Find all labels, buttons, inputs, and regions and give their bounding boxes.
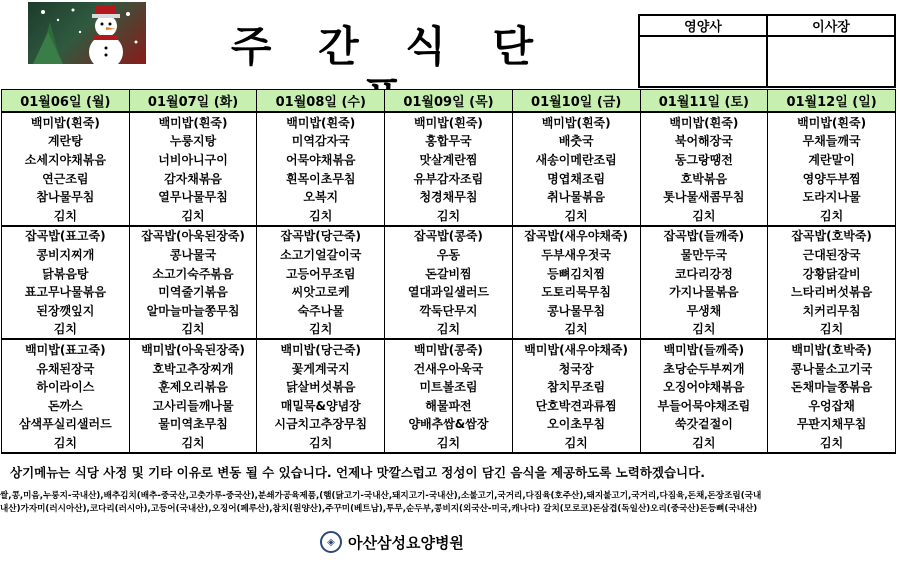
menu-row bbox=[2, 112, 896, 132]
menu-cell: 참치무조림 bbox=[512, 377, 640, 396]
menu-cell: 하이라이스 bbox=[2, 377, 130, 396]
menu-cell: 김치 bbox=[2, 206, 130, 226]
menu-cell: 청경채무침 bbox=[385, 187, 513, 206]
menu-cell: 표고무나물볶음 bbox=[2, 282, 130, 301]
menu-cell: 돈까스 bbox=[2, 396, 130, 415]
approval-label-dietitian: 영양사 bbox=[639, 15, 767, 36]
hospital-logo-icon: ◈ bbox=[320, 531, 342, 553]
menu-cell: 도토리묵무침 bbox=[512, 282, 640, 301]
menu-cell: 열대과일샐러드 bbox=[385, 282, 513, 301]
menu-cell: 고등어무조림 bbox=[257, 264, 385, 283]
menu-cell: 감자채볶음 bbox=[129, 169, 257, 188]
menu-cell: 흰목이초무침 bbox=[257, 169, 385, 188]
day-header: 01월09일 (목) bbox=[385, 90, 513, 113]
menu-cell: 오복지 bbox=[257, 187, 385, 206]
menu-cell: 김치 bbox=[640, 320, 768, 340]
snowman-banner-image bbox=[28, 2, 146, 64]
menu-cell: 김치 bbox=[2, 433, 130, 453]
menu-cell: 강황닭갈비 bbox=[768, 264, 896, 283]
menu-cell: 잡곡밥(당근죽) bbox=[257, 226, 385, 246]
menu-cell: 김치 bbox=[257, 320, 385, 340]
menu-cell: 씨앗고로케 bbox=[257, 282, 385, 301]
menu-row bbox=[2, 433, 896, 453]
menu-cell: 콩나물무침 bbox=[512, 301, 640, 320]
menu-row bbox=[2, 150, 896, 169]
menu-cell: 우동 bbox=[385, 245, 513, 264]
day-header: 01월12일 (일) bbox=[768, 90, 896, 113]
menu-cell: 김치 bbox=[129, 433, 257, 453]
menu-cell: 김치 bbox=[129, 206, 257, 226]
menu-cell: 고사리들깨나물 bbox=[129, 396, 257, 415]
menu-cell: 김치 bbox=[512, 433, 640, 453]
menu-cell: 유부감자조림 bbox=[385, 169, 513, 188]
menu-cell: 미트볼조림 bbox=[385, 377, 513, 396]
origin-info bbox=[0, 490, 895, 520]
menu-row bbox=[2, 226, 896, 246]
menu-cell: 호박고추장찌개 bbox=[129, 359, 257, 378]
menu-cell: 시금치고추장무침 bbox=[257, 415, 385, 434]
menu-cell: 백미밥(새우야채죽) bbox=[512, 339, 640, 359]
menu-cell: 소고기숙주볶음 bbox=[129, 264, 257, 283]
menu-cell: 김치 bbox=[2, 320, 130, 340]
menu-row bbox=[2, 301, 896, 320]
menu-cell: 잡곡밥(들깨죽) bbox=[640, 226, 768, 246]
menu-cell: 된장깻잎지 bbox=[2, 301, 130, 320]
menu-cell: 무판지채무침 bbox=[768, 415, 896, 434]
menu-cell: 알마늘마늘쫑무침 bbox=[129, 301, 257, 320]
menu-cell: 미역줄기볶음 bbox=[129, 282, 257, 301]
menu-cell: 열무나물무침 bbox=[129, 187, 257, 206]
menu-cell: 미역감자국 bbox=[257, 132, 385, 151]
day-header-row bbox=[2, 90, 896, 113]
menu-cell: 김치 bbox=[640, 433, 768, 453]
menu-cell: 김치 bbox=[512, 320, 640, 340]
menu-cell: 홍합무국 bbox=[385, 132, 513, 151]
menu-cell: 닭볶음탕 bbox=[2, 264, 130, 283]
menu-row bbox=[2, 320, 896, 340]
menu-cell: 무생채 bbox=[640, 301, 768, 320]
menu-cell: 호박볶음 bbox=[640, 169, 768, 188]
menu-row bbox=[2, 264, 896, 283]
menu-cell: 두부새우젓국 bbox=[512, 245, 640, 264]
day-header: 01월11일 (토) bbox=[640, 90, 768, 113]
approval-sign-director[interactable] bbox=[767, 36, 895, 87]
menu-cell: 물만두국 bbox=[640, 245, 768, 264]
menu-cell: 꽃게계국지 bbox=[257, 359, 385, 378]
menu-cell: 김치 bbox=[129, 320, 257, 340]
menu-cell: 소고기얼갈이국 bbox=[257, 245, 385, 264]
menu-cell: 우엉잡채 bbox=[768, 396, 896, 415]
menu-cell: 배춧국 bbox=[512, 132, 640, 151]
menu-row bbox=[2, 206, 896, 226]
menu-cell: 닭살버섯볶음 bbox=[257, 377, 385, 396]
approval-sign-dietitian[interactable] bbox=[639, 36, 767, 87]
menu-cell: 훈제오리볶음 bbox=[129, 377, 257, 396]
menu-cell: 영양두부찜 bbox=[768, 169, 896, 188]
menu-cell: 계란탕 bbox=[2, 132, 130, 151]
menu-cell: 김치 bbox=[385, 320, 513, 340]
menu-cell: 무채들깨국 bbox=[768, 132, 896, 151]
menu-cell: 깍둑단무지 bbox=[385, 301, 513, 320]
menu-cell: 백미밥(아욱된장죽) bbox=[129, 339, 257, 359]
menu-cell: 동그랑땡전 bbox=[640, 150, 768, 169]
menu-row bbox=[2, 359, 896, 378]
menu-cell: 백미밥(흰죽) bbox=[512, 112, 640, 132]
menu-cell: 잡곡밥(표고죽) bbox=[2, 226, 130, 246]
menu-cell: 명엽채조림 bbox=[512, 169, 640, 188]
menu-cell: 콩나물국 bbox=[129, 245, 257, 264]
menu-cell: 돈갈비찜 bbox=[385, 264, 513, 283]
menu-cell: 숙주나물 bbox=[257, 301, 385, 320]
menu-cell: 백미밥(흰죽) bbox=[129, 112, 257, 132]
menu-cell: 등뼈김치찜 bbox=[512, 264, 640, 283]
menu-cell: 백미밥(흰죽) bbox=[640, 112, 768, 132]
menu-cell: 참나물무침 bbox=[2, 187, 130, 206]
menu-cell: 돈채마늘쫑볶음 bbox=[768, 377, 896, 396]
menu-cell: 백미밥(흰죽) bbox=[2, 112, 130, 132]
menu-cell: 백미밥(들깨죽) bbox=[640, 339, 768, 359]
menu-cell: 누룽지탕 bbox=[129, 132, 257, 151]
approval-box bbox=[638, 14, 896, 88]
menu-row bbox=[2, 187, 896, 206]
menu-cell: 건새우아욱국 bbox=[385, 359, 513, 378]
menu-cell: 삼색푸실리샐러드 bbox=[2, 415, 130, 434]
menu-cell: 해물파전 bbox=[385, 396, 513, 415]
menu-cell: 김치 bbox=[385, 433, 513, 453]
menu-cell: 김치 bbox=[768, 206, 896, 226]
menu-cell: 잡곡밥(새우야채죽) bbox=[512, 226, 640, 246]
menu-cell: 김치 bbox=[257, 433, 385, 453]
origin-line: 쌀,콩,미음,누룽지-국내산),배추김치(배추-중국산,고춧가루-중국산),분쇄가공육제품,(햄(닭고기-국내산,돼지고기-국내산),소불고기,국거리,다짐육(호주산),돼지불고기,국거리,다짐육,돈채,돈장조림(국내 bbox=[0, 491, 762, 501]
hospital-footer bbox=[320, 530, 464, 554]
menu-cell: 근대된장국 bbox=[768, 245, 896, 264]
menu-cell: 양배추쌈&쌈장 bbox=[385, 415, 513, 434]
menu-cell: 콩비지찌개 bbox=[2, 245, 130, 264]
menu-cell: 청국장 bbox=[512, 359, 640, 378]
menu-cell: 톳나물새콤무침 bbox=[640, 187, 768, 206]
menu-cell: 김치 bbox=[768, 320, 896, 340]
menu-row bbox=[2, 132, 896, 151]
menu-cell: 매밀묵&양념장 bbox=[257, 396, 385, 415]
menu-row bbox=[2, 169, 896, 188]
day-header: 01월10일 (금) bbox=[512, 90, 640, 113]
weekly-menu-table bbox=[1, 89, 896, 454]
menu-cell: 백미밥(흰죽) bbox=[768, 112, 896, 132]
menu-cell: 잡곡밥(아욱된장죽) bbox=[129, 226, 257, 246]
menu-cell: 물미역초무침 bbox=[129, 415, 257, 434]
menu-cell: 잡곡밥(콩죽) bbox=[385, 226, 513, 246]
menu-cell: 유채된장국 bbox=[2, 359, 130, 378]
day-header: 01월07일 (화) bbox=[129, 90, 257, 113]
menu-row bbox=[2, 396, 896, 415]
menu-cell: 연근조림 bbox=[2, 169, 130, 188]
menu-cell: 오이초무침 bbox=[512, 415, 640, 434]
menu-cell: 쑥갓겉절이 bbox=[640, 415, 768, 434]
menu-cell: 맛살계란찜 bbox=[385, 150, 513, 169]
menu-cell: 백미밥(호박죽) bbox=[768, 339, 896, 359]
menu-cell: 김치 bbox=[512, 206, 640, 226]
menu-row bbox=[2, 282, 896, 301]
menu-cell: 부들어묵야채조림 bbox=[640, 396, 768, 415]
day-header: 01월08일 (수) bbox=[257, 90, 385, 113]
menu-cell: 북어해장국 bbox=[640, 132, 768, 151]
menu-cell: 콩나물소고기국 bbox=[768, 359, 896, 378]
menu-cell: 취나물볶음 bbox=[512, 187, 640, 206]
menu-row bbox=[2, 415, 896, 434]
menu-cell: 백미밥(흰죽) bbox=[385, 112, 513, 132]
menu-cell: 김치 bbox=[257, 206, 385, 226]
page-title: 주 간 식 단 bbox=[230, 22, 550, 71]
menu-cell: 백미밥(콩죽) bbox=[385, 339, 513, 359]
menu-cell: 김치 bbox=[385, 206, 513, 226]
menu-cell: 가지나물볶음 bbox=[640, 282, 768, 301]
menu-cell: 새송이메란조림 bbox=[512, 150, 640, 169]
origin-line: 내산)가자미(러시아산),코다리(러시아),고등어(국내산),오징어(페루산),참치(원양산),주꾸미(베트남),투무,순두부,콩비지(외국산-미국,캐나다) 갈치(모로코)돈삼겹(독일산)오리(중국산)돈등뼈(국내산) bbox=[0, 504, 758, 514]
menu-cell: 김치 bbox=[768, 433, 896, 453]
menu-row bbox=[2, 377, 896, 396]
menu-cell: 도라지나물 bbox=[768, 187, 896, 206]
menu-cell: 코다리강정 bbox=[640, 264, 768, 283]
menu-cell: 느타리버섯볶음 bbox=[768, 282, 896, 301]
menu-cell: 오징어야채볶음 bbox=[640, 377, 768, 396]
menu-row bbox=[2, 245, 896, 264]
menu-row bbox=[2, 339, 896, 359]
menu-cell: 소세지야채볶음 bbox=[2, 150, 130, 169]
menu-cell: 계란말이 bbox=[768, 150, 896, 169]
menu-cell: 치커리무침 bbox=[768, 301, 896, 320]
menu-cell: 김치 bbox=[640, 206, 768, 226]
menu-cell: 백미밥(당근죽) bbox=[257, 339, 385, 359]
menu-cell: 백미밥(흰죽) bbox=[257, 112, 385, 132]
hospital-name: 아산삼성요양병원 bbox=[348, 533, 464, 552]
day-header: 01월06일 (월) bbox=[2, 90, 130, 113]
menu-cell: 어묵야채볶음 bbox=[257, 150, 385, 169]
menu-cell: 백미밥(표고죽) bbox=[2, 339, 130, 359]
menu-cell: 너비아니구이 bbox=[129, 150, 257, 169]
approval-label-director: 이사장 bbox=[767, 15, 895, 36]
menu-cell: 초당순두부찌개 bbox=[640, 359, 768, 378]
menu-cell: 단호박견과류찜 bbox=[512, 396, 640, 415]
menu-change-notice: 상기메뉴는 식당 사정 및 기타 이유로 변동 될 수 있습니다. 언제나 맛깔스럽고 정성이 담긴 음식을 제공하도록 노력하겠습니다. bbox=[10, 465, 705, 480]
menu-cell: 잡곡밥(호박죽) bbox=[768, 226, 896, 246]
